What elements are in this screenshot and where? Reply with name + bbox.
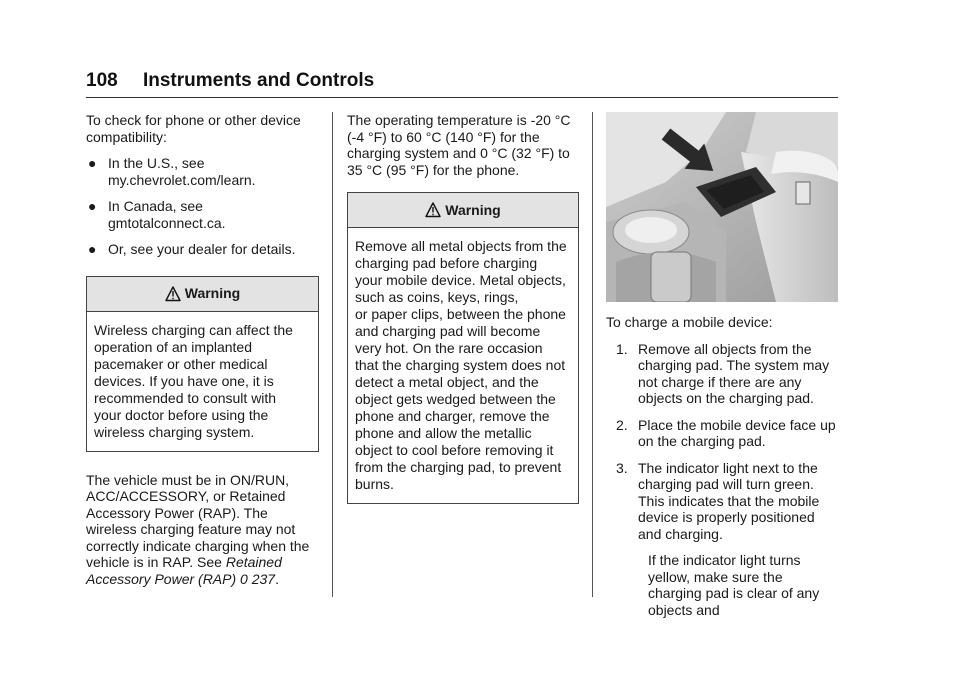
column-divider	[332, 112, 333, 597]
step-number: 2.	[616, 416, 628, 433]
bullet-icon: ●	[88, 241, 97, 257]
warning-line: very hot. On the rare occasion	[355, 340, 543, 356]
charge-intro: To charge a mobile device:	[606, 314, 773, 330]
list-item	[616, 460, 838, 543]
warning-line: Remove all metal objects from the	[355, 238, 567, 254]
list-item	[616, 341, 838, 407]
page-number: 108	[86, 70, 118, 91]
rap-paragraph	[86, 472, 319, 588]
warning-line: phone and allow the metallic	[355, 425, 532, 441]
warning-body	[348, 228, 578, 503]
rap-period: .	[275, 570, 279, 587]
page-ref-icon: 0	[240, 570, 248, 587]
warning-line: and charging pad will become	[355, 323, 541, 339]
warning-line: phone and charger, remove the	[355, 408, 550, 424]
warning-line: devices. If you have one, it is	[94, 372, 274, 389]
step-text: Place the mobile device face up on the charging pad.	[638, 416, 836, 449]
list-item	[86, 198, 319, 231]
column-divider	[592, 112, 593, 597]
warning-line: burns.	[355, 476, 394, 492]
steps-list	[616, 341, 838, 619]
list-item	[616, 417, 838, 450]
warning-title: Warning	[184, 285, 241, 302]
warning-line: object to cool before removing it	[355, 442, 554, 458]
step-number: 3.	[616, 459, 628, 476]
list-item	[86, 241, 319, 258]
warning-line: your doctor before using the	[94, 406, 269, 423]
bullet-text: In the U.S., see my.chevrolet.com/learn.	[108, 155, 256, 188]
rap-text: The vehicle must be in ON/RUN, ACC/ACCESSORY, or Retained Accessory Power (RAP). The wireless charging feature may not correctly indicate charging when the vehicle is in RAP. See	[86, 471, 310, 570]
rap-page-ref[interactable]: 237	[251, 570, 276, 587]
warning-header	[87, 277, 318, 312]
column-2	[347, 112, 579, 524]
column-1	[86, 112, 319, 597]
warning-line: charging pad before charging	[355, 255, 538, 271]
column-3	[606, 112, 838, 628]
warning-icon	[165, 286, 181, 302]
warning-line: recommended to consult with	[94, 389, 277, 406]
warning-body	[87, 312, 318, 451]
warning-line: detect a metal object, and the	[355, 374, 539, 390]
bullet-icon: ●	[88, 155, 97, 171]
warning-line: operation of an implanted	[94, 338, 252, 355]
warning-title: Warning	[445, 201, 501, 218]
bullet-icon: ●	[88, 198, 97, 214]
compat-intro: To check for phone or other device compatibility:	[86, 112, 301, 145]
warning-line: Wireless charging can affect the	[94, 321, 293, 338]
warning-line: or paper clips, between the phone	[355, 306, 566, 322]
temp-paragraph: The operating temperature is -20 °C (-4 °F) to 60 °C (140 °F) for the charging system and 0 °C (32 °F) to 35 °C (95 °F) for the phone.	[347, 112, 571, 178]
charging-pad-illustration	[606, 112, 838, 302]
step-number: 1.	[616, 340, 628, 357]
warning-line: such as coins, keys, rings,	[355, 289, 519, 305]
step-text: The indicator light next to the charging pad will turn green. This indicates that the mobile device is properly positioned and charging.	[638, 459, 820, 542]
warning-box	[86, 276, 319, 452]
bullet-text: In Canada, see gmtotalconnect.ca.	[108, 198, 226, 231]
section-title: Instruments and Controls	[142, 70, 375, 91]
header-rule	[86, 97, 838, 98]
warning-line: pacemaker or other medical	[94, 355, 268, 372]
warning-icon	[425, 202, 441, 218]
warning-box	[347, 192, 579, 504]
warning-header	[348, 193, 578, 228]
warning-line: your mobile device. Metal objects,	[355, 272, 566, 288]
step-note: If the indicator light turns yellow, make sure the charging pad is clear of any objects and	[648, 552, 820, 618]
warning-line: from the charging pad, to prevent	[355, 459, 562, 475]
page-header	[86, 70, 374, 92]
step-text: Remove all objects from the charging pad. The system may not charge if there are any objects on the charging pad.	[638, 340, 830, 406]
bullet-text: Or, see your dealer for details.	[108, 241, 296, 257]
warning-line: that the charging system does not	[355, 357, 566, 373]
list-item	[86, 155, 319, 188]
warning-line: wireless charging system.	[94, 423, 255, 440]
warning-line: object gets wedged between the	[355, 391, 556, 407]
rap-link[interactable]: Retained Accessory Power (RAP)	[86, 554, 282, 587]
